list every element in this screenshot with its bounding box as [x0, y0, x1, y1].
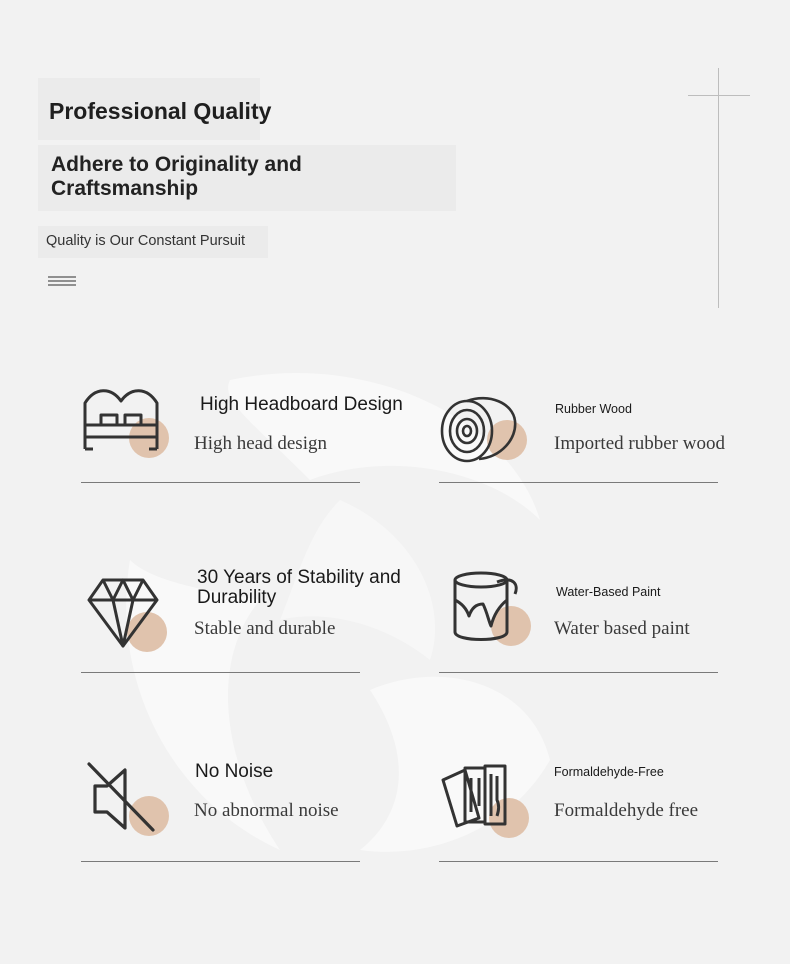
page-title: Professional Quality — [49, 98, 272, 124]
feature-divider — [81, 861, 360, 862]
feature-divider — [439, 672, 718, 673]
feature-item-headboard — [81, 385, 403, 505]
feature-description: Stable and durable — [194, 618, 336, 639]
feature-item-stability — [81, 567, 401, 688]
feature-item-water-paint — [439, 568, 729, 688]
feature-title: 30 Years of Stability and Durability — [197, 567, 401, 608]
feature-description: Water based paint — [554, 618, 690, 639]
feature-title: Water-Based Paint — [556, 585, 661, 599]
feature-description: High head design — [194, 433, 327, 454]
wood-log-icon — [439, 387, 521, 469]
feature-description: No abnormal noise — [194, 800, 339, 821]
tagline: Quality is Our Constant Pursuit — [46, 233, 246, 249]
decorative-horizontal-line — [688, 95, 750, 96]
menu-lines-icon — [48, 276, 76, 286]
feature-divider — [81, 482, 360, 483]
paint-bucket-icon — [453, 570, 535, 652]
mute-speaker-icon — [87, 762, 169, 844]
feature-title: High Headboard Design — [200, 394, 403, 415]
feature-divider — [439, 861, 718, 862]
decorative-vertical-line — [718, 68, 719, 308]
page-subtitle: Adhere to Originality and Craftsmanship — [51, 153, 302, 200]
feature-title: Formaldehyde-Free — [554, 765, 664, 779]
feature-item-formaldehyde-free — [439, 758, 729, 878]
feature-title: No Noise — [195, 761, 274, 782]
feature-description: Formaldehyde free — [554, 800, 699, 821]
feature-title: Rubber Wood — [555, 402, 632, 416]
feature-description: Imported rubber wood — [554, 433, 725, 454]
feature-item-no-noise — [81, 758, 371, 878]
feature-divider — [439, 482, 718, 483]
bed-icon — [81, 385, 163, 467]
wood-planks-icon — [439, 762, 521, 844]
feature-item-rubber-wood — [439, 385, 729, 505]
feature-divider — [81, 672, 360, 673]
diamond-icon — [89, 576, 171, 658]
